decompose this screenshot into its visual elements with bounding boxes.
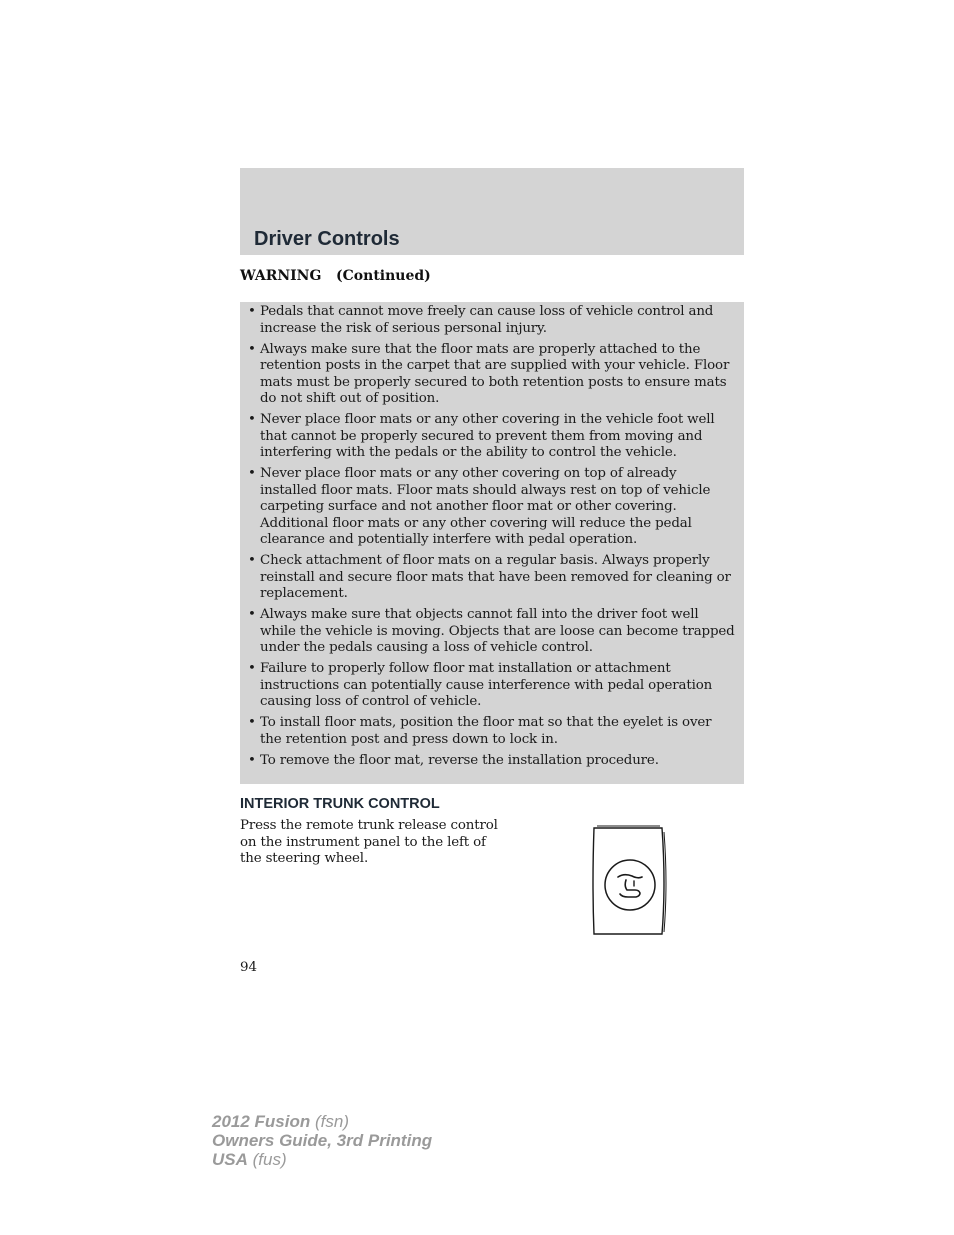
footer-region: USA (212, 1150, 248, 1169)
bullet-icon: • (248, 304, 256, 319)
section-body-text: Press the remote trunk release control on the instrument panel to the left of the steering wheel. (240, 818, 498, 867)
warning-item-text: Always make sure that the floor mats are properly attached to the retention posts in the carpet that are supplied with your vehicle. Floor mats must be properly secured to both retention posts to ensure mats do not shift out of position. (260, 341, 730, 406)
bullet-icon: • (248, 661, 256, 676)
page-title: Driver Controls (254, 228, 400, 250)
footer-model: 2012 Fusion (212, 1112, 311, 1131)
bullet-icon: • (248, 341, 256, 357)
section-header-band (240, 168, 744, 255)
bullet-icon: • (248, 553, 256, 568)
warning-item (248, 715, 736, 748)
trunk-release-icon (590, 824, 668, 937)
footer-line-model (212, 1112, 432, 1131)
footer-guide: Owners Guide, 3rd Printing (212, 1131, 433, 1150)
warning-item (248, 342, 736, 408)
warning-item-text: To install floor mats, position the floor mat so that the eyelet is over the retention post and press down to lock in. (260, 715, 712, 747)
warning-item (248, 412, 736, 462)
warning-item-text: Check attachment of floor mats on a regular basis. Always properly reinstall and secure floor mats that have been removed for cleaning or replacement. (260, 553, 731, 601)
warning-item-text: Failure to properly follow floor mat installation or attachment instructions can potentially cause interference with pedal operation causing loss of control of vehicle. (260, 661, 713, 709)
bullet-icon: • (248, 715, 256, 730)
warning-item (248, 753, 736, 770)
footer-line-region (212, 1150, 432, 1169)
bullet-icon: • (248, 412, 256, 427)
page-number: 94 (240, 960, 258, 975)
section-heading: INTERIOR TRUNK CONTROL (240, 796, 440, 812)
warning-heading: WARNING (Continued) (240, 268, 431, 284)
warning-item-text: Always make sure that objects cannot fall into the driver foot well while the vehicle is moving. Objects that are loose can become trapped under the pedals causing a loss of vehicle control. (260, 607, 735, 655)
warning-item-text: Never place floor mats or any other covering in the vehicle foot well that cannot be properly secured to prevent them from moving and interfering with the pedals or the ability to control the vehicle. (260, 412, 715, 460)
bullet-icon: • (248, 466, 256, 481)
warning-item (248, 304, 736, 337)
bullet-icon: • (248, 752, 256, 768)
document-footer (212, 1112, 432, 1169)
trunk-release-button-illustration (590, 824, 668, 937)
warning-item (248, 607, 736, 657)
warning-item (248, 553, 736, 603)
warning-item (248, 661, 736, 711)
warning-item-text: Never place floor mats or any other covering on top of already installed floor mats. Floor mats should always rest on top of vehicle carpeting surface and not another floor mat or other covering. Additional floor mats or any other covering will reduce the pedal clearance and potentially interfere with pedal operation. (260, 466, 711, 547)
warning-list (248, 304, 736, 769)
footer-region-code: (fus) (247, 1150, 287, 1169)
warning-box (240, 302, 744, 784)
warning-item-text: To remove the floor mat, reverse the installation procedure. (260, 752, 659, 768)
warning-item-text: Pedals that cannot move freely can cause loss of vehicle control and increase the risk of serious personal injury. (260, 304, 714, 336)
footer-line-guide (212, 1131, 432, 1150)
footer-model-code: (fsn) (310, 1112, 349, 1131)
bullet-icon: • (248, 607, 256, 622)
warning-item (248, 466, 736, 549)
